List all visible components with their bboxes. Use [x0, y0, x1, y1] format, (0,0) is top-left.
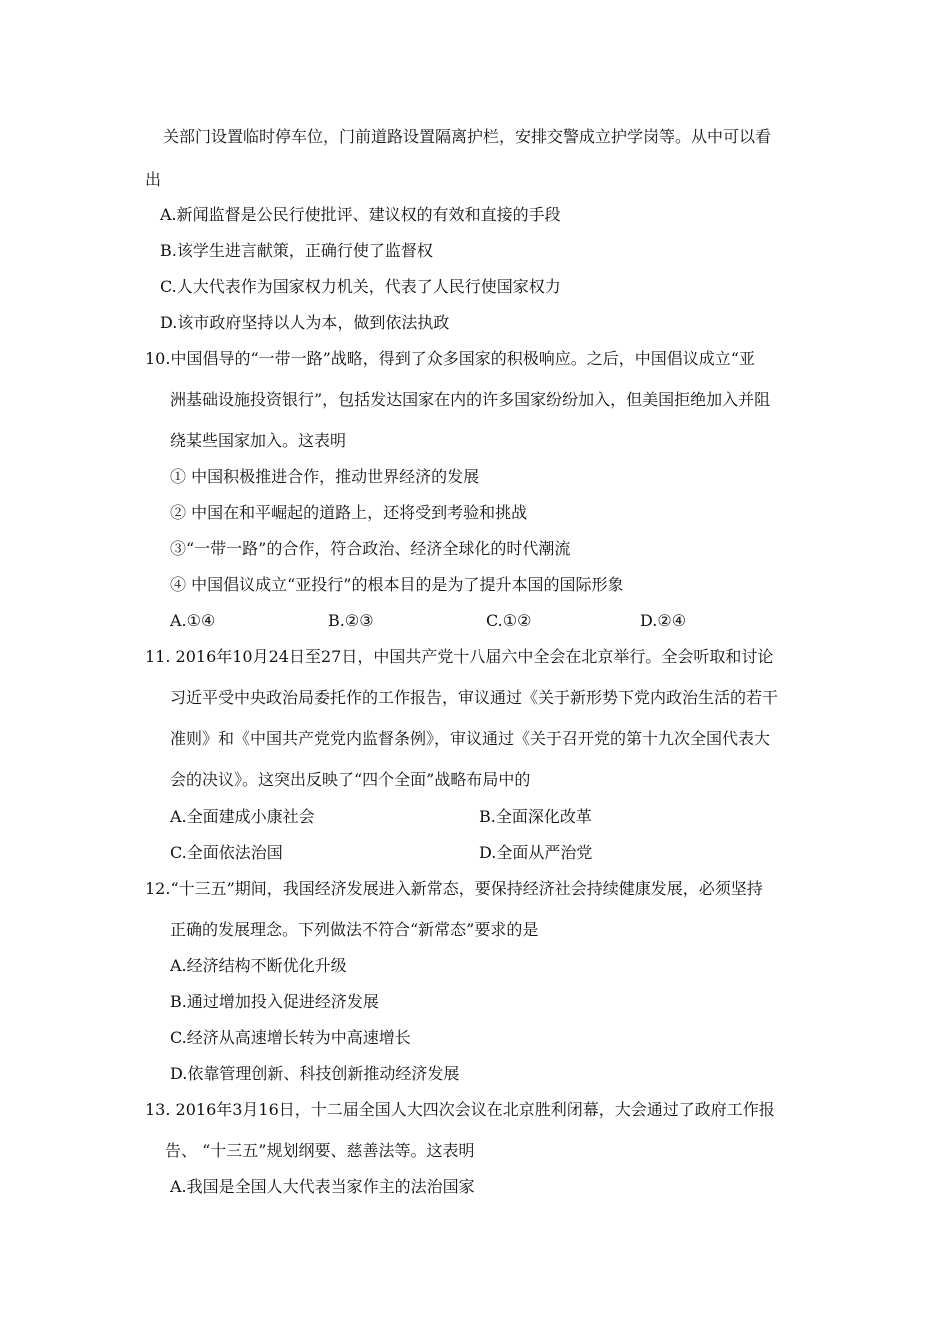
- question-12-option-b: B.通过增加投入促进经济发展: [170, 992, 379, 1011]
- question-12-option-c: C.经济从高速增长转为中高速增长: [170, 1028, 411, 1047]
- question-9-option-b: B.该学生进言献策，正确行使了监督权: [160, 241, 433, 260]
- question-10-option-b: B.②③: [328, 611, 374, 630]
- question-9-option-a: A.新闻监督是公民行使批评、建议权的有效和直接的手段: [160, 205, 561, 224]
- question-10-text-line-2: 洲基础设施投资银行”，包括发达国家在内的许多国家纷纷加入，但美国拒绝加入并阻: [170, 390, 771, 409]
- question-11-option-a: A.全面建成小康社会: [170, 807, 315, 826]
- question-11-option-c: C.全面依法治国: [170, 843, 283, 862]
- question-10-text-line-1: 10.中国倡导的“一带一路”战略，得到了众多国家的积极响应。之后，中国倡议成立“亚: [145, 349, 755, 368]
- question-9-text-line-1: 关部门设置临时停车位，门前道路设置隔离护栏，安排交警成立护学岗等。从中可以看: [163, 127, 772, 146]
- question-10-statement-4: ④ 中国倡议成立“亚投行”的根本目的是为了提升本国的国际形象: [170, 575, 624, 594]
- question-9-option-c: C.人大代表作为国家权力机关，代表了人民行使国家权力: [160, 277, 561, 296]
- question-9-option-d: D.该市政府坚持以人为本，做到依法执政: [160, 313, 450, 332]
- question-9-text-line-2: 出: [145, 170, 162, 189]
- question-11-option-d: D.全面从严治党: [479, 843, 593, 862]
- question-10-option-d: D.②④: [640, 611, 687, 630]
- question-10-text-line-3: 绕某些国家加入。这表明: [170, 431, 347, 450]
- question-12-text-line-1: 12.“十三五”期间，我国经济发展进入新常态，要保持经济社会持续健康发展，必须坚持: [145, 879, 763, 898]
- question-12-option-a: A.经济结构不断优化升级: [170, 956, 347, 975]
- question-11-text-line-2: 习近平受中央政治局委托作的工作报告，审议通过《关于新形势下党内政治生活的若干: [170, 688, 779, 707]
- question-10-statement-2: ② 中国在和平崛起的道路上，还将受到考验和挑战: [170, 503, 528, 522]
- question-13-option-a: A.我国是全国人大代表当家作主的法治国家: [170, 1177, 475, 1196]
- question-11-text-line-4: 会的决议》。这突出反映了“四个全面”战略布局中的: [170, 770, 531, 789]
- question-12-text-line-2: 正确的发展理念。下列做法不符合“新常态”要求的是: [170, 920, 539, 939]
- question-11-text-line-1: 11. 2016年10月24日至27日，中国共产党十八届六中全会在北京举行。全会听取和讨论: [145, 647, 774, 666]
- question-10-option-c: C.①②: [486, 611, 532, 630]
- question-12-option-d: D.依靠管理创新、科技创新推动经济发展: [170, 1064, 460, 1083]
- question-10-statement-3: ③“一带一路”的合作，符合政治、经济全球化的时代潮流: [170, 539, 571, 558]
- question-11-option-b: B.全面深化改革: [479, 807, 592, 826]
- question-13-text-line-2: 告、 “十三五”规划纲要、慈善法等。这表明: [165, 1141, 475, 1160]
- question-13-text-line-1: 13. 2016年3月16日，十二届全国人大四次会议在北京胜利闭幕，大会通过了政府工作报: [145, 1100, 775, 1119]
- question-10-statement-1: ① 中国积极推进合作，推动世界经济的发展: [170, 467, 480, 486]
- question-11-text-line-3: 准则》和《中国共产党党内监督条例》，审议通过《关于召开党的第十九次全国代表大: [170, 729, 771, 748]
- question-10-option-a: A.①④: [170, 611, 216, 630]
